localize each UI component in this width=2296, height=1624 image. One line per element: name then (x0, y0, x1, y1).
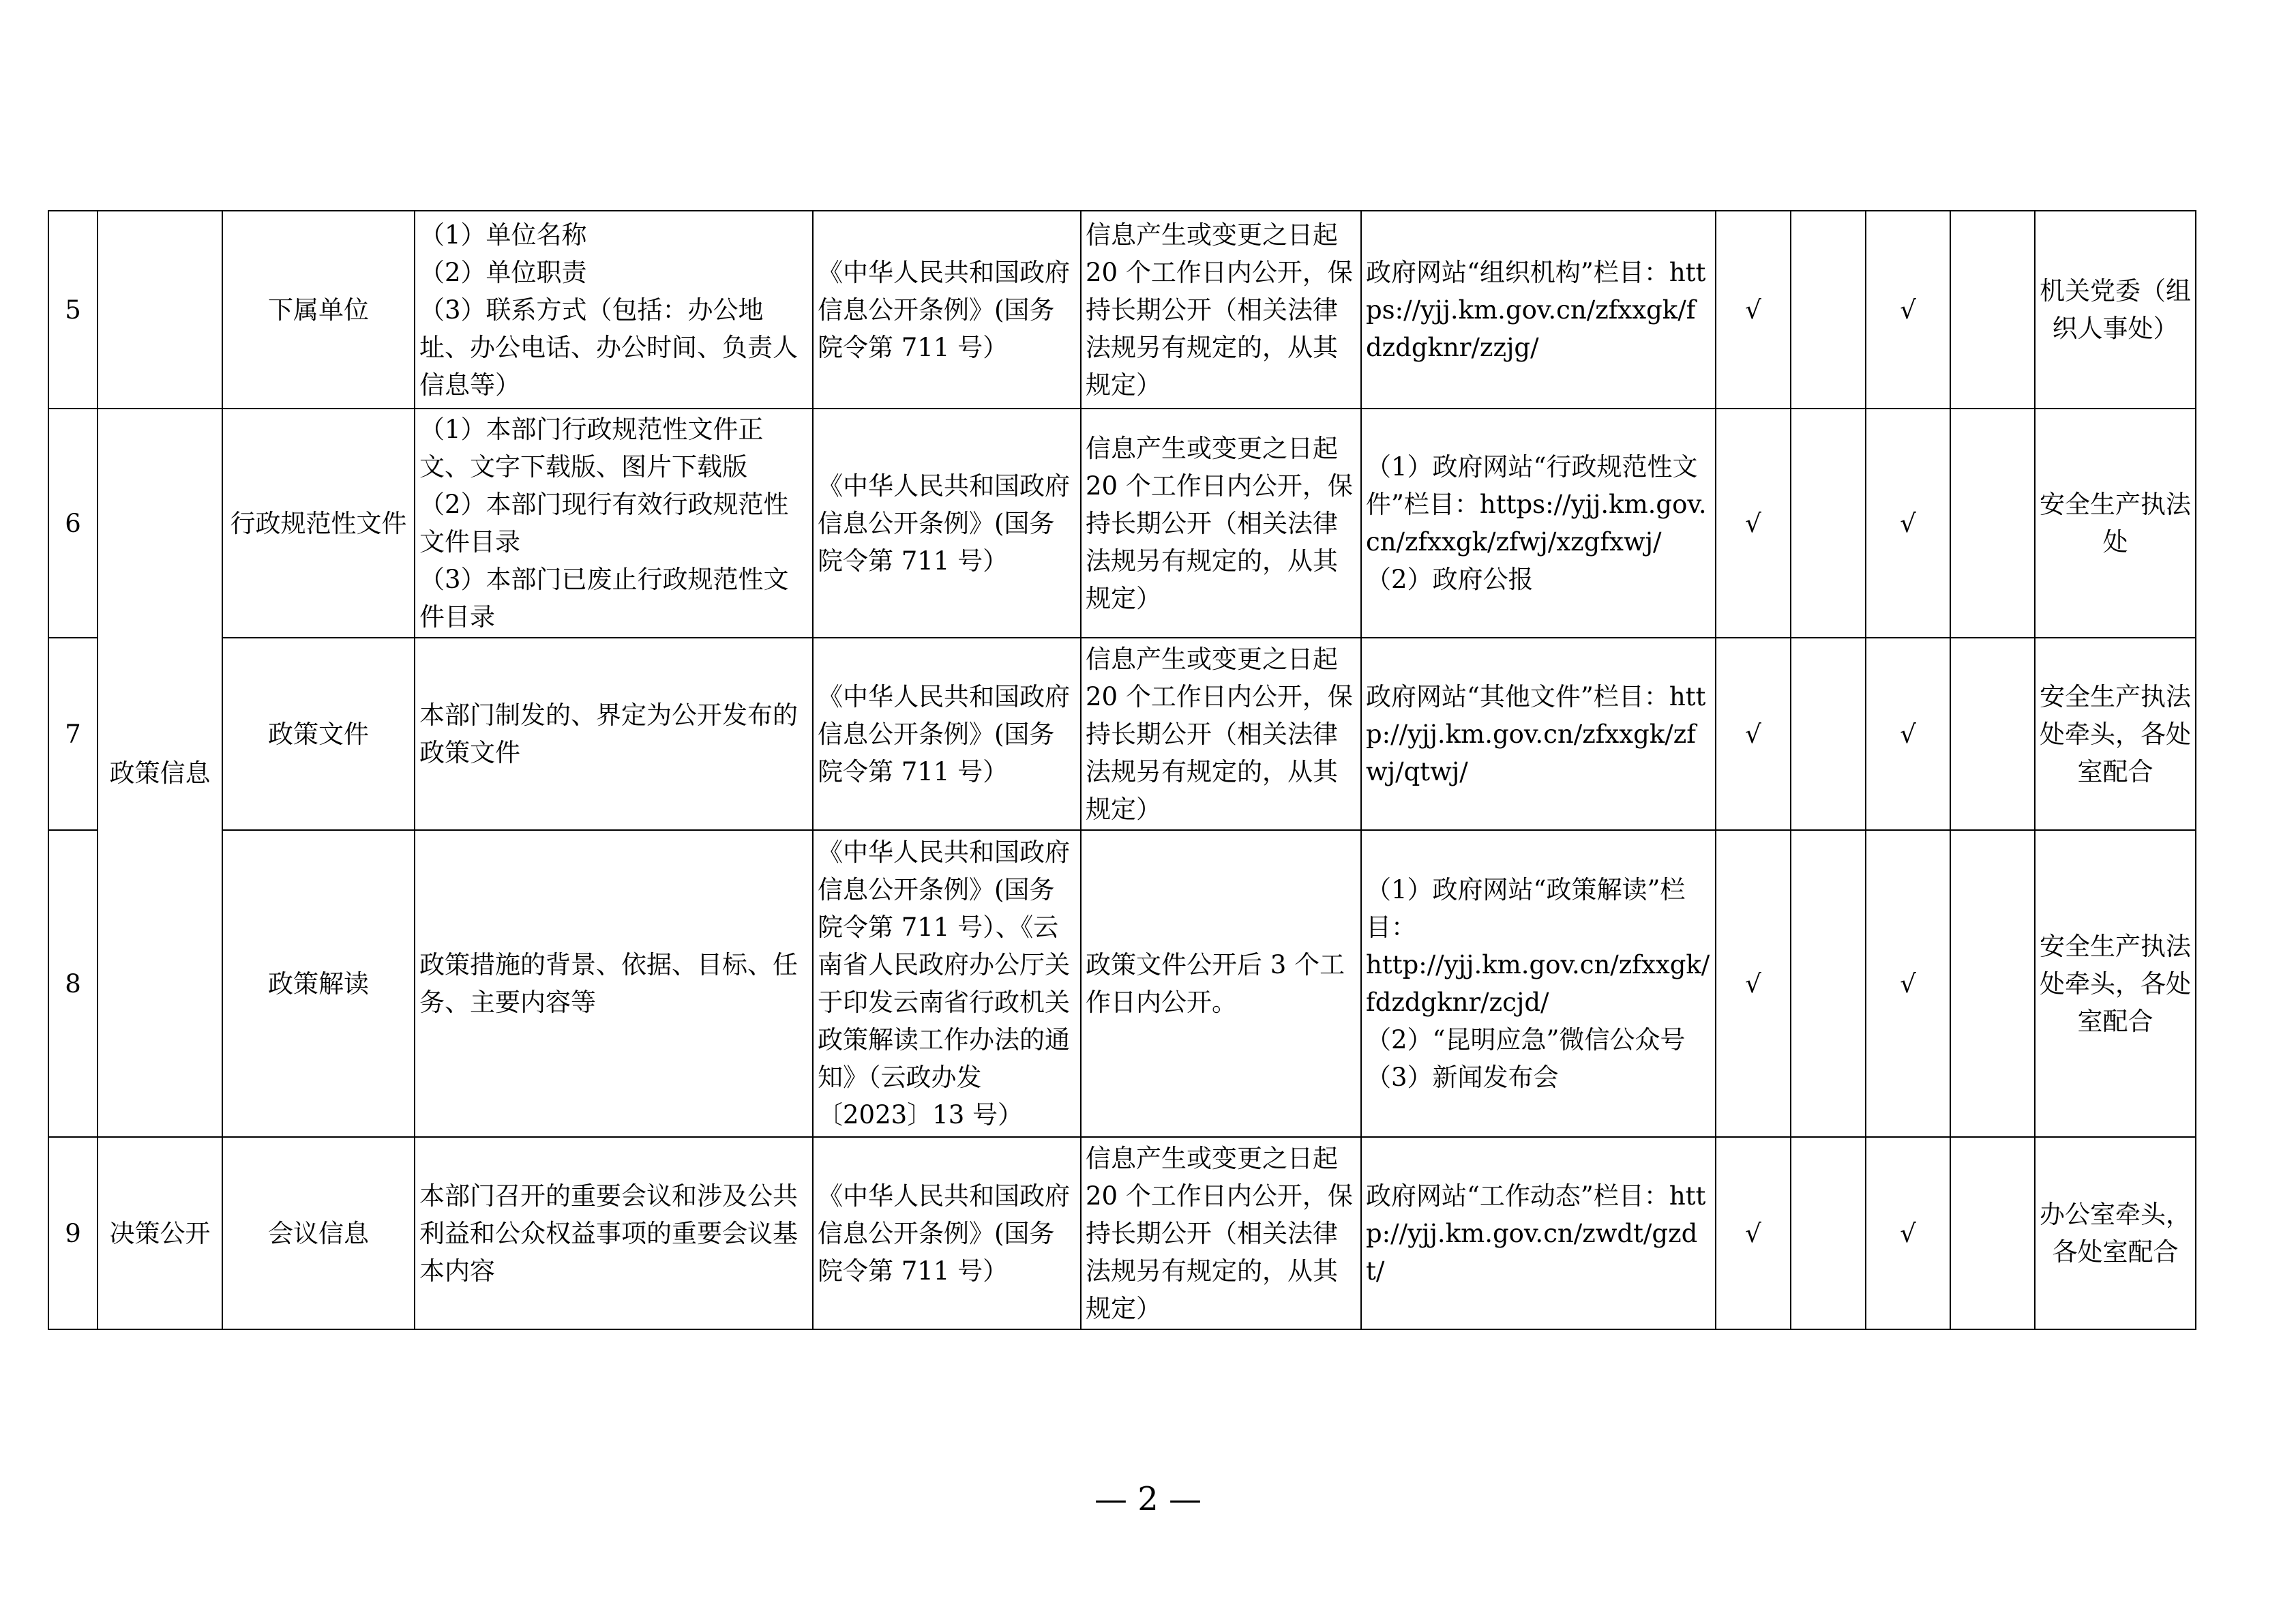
empty-cell (1950, 211, 2035, 409)
time-cell: 信息产生或变更之日起 20 个工作日内公开，保持长期公开（相关法律法规另有规定的，从其规定） (1081, 409, 1361, 638)
table-row (48, 638, 2196, 830)
channel-cell: （1）政府网站“行政规范性文件”栏目：https://yjj.km.gov.cn/zfxxgk/zfwj/xzgfxwj/ （2）政府公报 (1361, 409, 1716, 638)
check-cell: √ (1866, 638, 1950, 830)
empty-cell (1950, 830, 2035, 1137)
content-cell: （1）本部门行政规范性文件正文、文字下载版、图片下载版 （2）本部门现行有效行政规范性文件目录 （3）本部门已废止行政规范性文件目录 (415, 409, 813, 638)
content-cell: 本部门召开的重要会议和涉及公共利益和公众权益事项的重要会议基本内容 (415, 1137, 813, 1329)
check-cell: √ (1716, 211, 1791, 409)
check-cell: √ (1866, 211, 1950, 409)
empty-cell (1950, 1137, 2035, 1329)
empty-cell (1791, 830, 1866, 1137)
item-cell: 行政规范性文件 (222, 409, 415, 638)
category-cell: 决策公开 (98, 1137, 222, 1329)
empty-cell (1950, 409, 2035, 638)
content-cell: 本部门制发的、界定为公开发布的政策文件 (415, 638, 813, 830)
check-cell: √ (1716, 1137, 1791, 1329)
empty-cell (1791, 638, 1866, 830)
table-row (48, 830, 2196, 1137)
empty-cell (1791, 409, 1866, 638)
content-cell: （1）单位名称 （2）单位职责 （3）联系方式（包括：办公地址、办公电话、办公时间、负责人信息等） (415, 211, 813, 409)
time-cell: 信息产生或变更之日起 20 个工作日内公开，保持长期公开（相关法律法规另有规定的，从其规定） (1081, 211, 1361, 409)
channel-cell: 政府网站“工作动态”栏目：http://yjj.km.gov.cn/zwdt/gzdt/ (1361, 1137, 1716, 1329)
row-number: 7 (48, 638, 98, 830)
item-cell: 会议信息 (222, 1137, 415, 1329)
check-cell: √ (1866, 830, 1950, 1137)
category-cell: 政策信息 (98, 409, 222, 1137)
empty-cell (1950, 638, 2035, 830)
basis-cell: 《中华人民共和国政府信息公开条例》(国务院令第 711 号） (813, 638, 1081, 830)
dept-cell: 安全生产执法处 (2035, 409, 2196, 638)
dept-cell: 安全生产执法处牵头，各处室配合 (2035, 638, 2196, 830)
row-number: 8 (48, 830, 98, 1137)
row-number: 6 (48, 409, 98, 638)
dept-cell: 机关党委（组织人事处） (2035, 211, 2196, 409)
check-cell: √ (1716, 409, 1791, 638)
basis-cell: 《中华人民共和国政府信息公开条例》(国务院令第 711 号）、《云南省人民政府办公厅关于印发云南省行政机关政策解读工作办法的通知》（云政办发〔2023〕13 号） (813, 830, 1081, 1137)
basis-cell: 《中华人民共和国政府信息公开条例》(国务院令第 711 号） (813, 409, 1081, 638)
check-cell: √ (1716, 638, 1791, 830)
channel-cell: （1）政府网站“政策解读”栏目： http://yjj.km.gov.cn/zfxxgk/fdzdgknr/zcjd/ （2）“昆明应急”微信公众号 （3）新闻发布会 (1361, 830, 1716, 1137)
page-number: — 2 — (1094, 1480, 1202, 1518)
empty-cell (1791, 1137, 1866, 1329)
dept-cell: 安全生产执法处牵头，各处室配合 (2035, 830, 2196, 1137)
table-row (48, 409, 2196, 638)
check-cell: √ (1716, 830, 1791, 1137)
category-cell (98, 211, 222, 409)
time-cell: 信息产生或变更之日起 20 个工作日内公开，保持长期公开（相关法律法规另有规定的，从其规定） (1081, 638, 1361, 830)
table-row (48, 1137, 2196, 1329)
check-cell: √ (1866, 409, 1950, 638)
time-cell: 政策文件公开后 3 个工作日内公开。 (1081, 830, 1361, 1137)
time-cell: 信息产生或变更之日起 20 个工作日内公开，保持长期公开（相关法律法规另有规定的，从其规定） (1081, 1137, 1361, 1329)
disclosure-table (48, 210, 2196, 1330)
dept-cell: 办公室牵头，各处室配合 (2035, 1137, 2196, 1329)
row-number: 5 (48, 211, 98, 409)
channel-cell: 政府网站“组织机构”栏目：https://yjj.km.gov.cn/zfxxgk/fdzdgknr/zzjg/ (1361, 211, 1716, 409)
channel-cell: 政府网站“其他文件”栏目：http://yjj.km.gov.cn/zfxxgk/zfwj/qtwj/ (1361, 638, 1716, 830)
item-cell: 下属单位 (222, 211, 415, 409)
content-cell: 政策措施的背景、依据、目标、任务、主要内容等 (415, 830, 813, 1137)
row-number: 9 (48, 1137, 98, 1329)
basis-cell: 《中华人民共和国政府信息公开条例》(国务院令第 711 号） (813, 1137, 1081, 1329)
table-row (48, 211, 2196, 409)
empty-cell (1791, 211, 1866, 409)
item-cell: 政策解读 (222, 830, 415, 1137)
basis-cell: 《中华人民共和国政府信息公开条例》(国务院令第 711 号） (813, 211, 1081, 409)
check-cell: √ (1866, 1137, 1950, 1329)
item-cell: 政策文件 (222, 638, 415, 830)
